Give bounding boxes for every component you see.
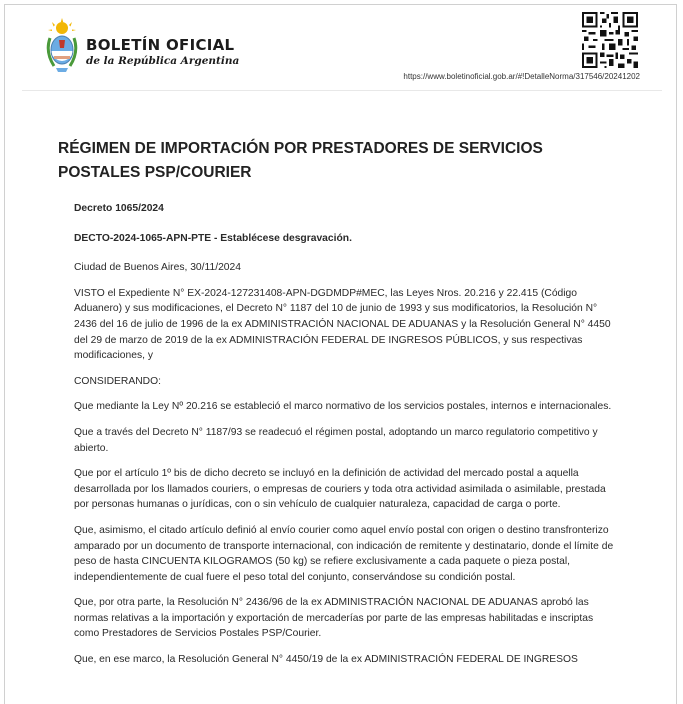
logo[interactable] [44,18,240,78]
document-body [74,201,620,668]
coat-of-arms-icon [44,18,80,74]
page-title: RÉGIMEN DE IMPORTACIÓN POR PRESTADORES DE SERVICIOS POSTALES PSP/COURIER [58,140,543,181]
paragraph: Que por el artículo 1º bis de dicho decreto se incluyó en la definición de actividad del mercado postal a aquella desarrollada por los llamados couriers, o empresas de couriers y toda otra actividad asimilada o asimilable, prestada por personas humanas o jurídicas, con o sin vehículo de cualquier naturaleza, capacidad de carga o porte. [74,468,606,511]
decree-number: Decreto 1065/2024 [74,203,164,214]
brand-title: BOLETÍN OFICIAL [86,36,235,54]
paragraph-visto: VISTO el Expediente N° EX-2024-127231408-APN-DGDMDP#MEC, las Leyes Nros. 20.216 y 22.415 (Código Aduanero) y sus modificaciones, el Decreto N° 1187 del 10 de junio de 1993 y sus modificatorios, la Resolución N° 2436 del 16 de julio de 1996 de la ex ADMINISTRACIÓN NACIONAL DE ADUANAS y la Resolución General N° 4450 del 29 de marzo de 2019 de la ex ADMINISTRACIÓN FEDERAL DE INGRESOS PÚBLICOS, y sus respectivas modificaciones, y [74,287,611,362]
paragraph: Que a través del Decreto N° 1187/93 se readecuó el régimen postal, adoptando un marco regulatorio competitivo y abierto. [74,426,598,454]
document-url[interactable]: https://www.boletinoficial.gob.ar/#!DetalleNorma/317546/20241202 [403,72,640,81]
paragraph: Que, asimismo, el citado artículo definió al envío courier como aquel envío postal con origen o destino transfronterizo amparado por un documento de transporte internacional, con indicación de remitente y destinatario, donde el límite de peso de hasta CINCUENTA KILOGRAMOS (50 kg) se refiere exclusivamente a cada paquete o pieza postal, independientemente de cual fuere el peso total del conjunto, conservándose su condición postal. [74,524,614,583]
place-date: Ciudad de Buenos Aires, 30/11/2024 [74,262,241,274]
header-divider [22,90,662,91]
paragraph: Que mediante la Ley Nº 20.216 se estableció el marco normativo de los servicios postales, internos e internacionales. [74,401,612,413]
paragraph: Que, en ese marco, la Resolución General N° 4450/19 de la ex ADMINISTRACIÓN FEDERAL DE INGRESOS [74,654,578,666]
brand-subtitle: de la República Argentina [86,55,240,67]
paragraph-considerando: CONSIDERANDO: [74,375,161,387]
header [0,0,683,100]
paragraph: Que, por otra parte, la Resolución N° 2436/96 de la ex ADMINISTRACIÓN NACIONAL DE ADUANAS aprobó las normas relativas a la importación y exportación de mercaderías por parte de las empresas habilitadas e inscriptas como Prestadores de Servicios Postales PSP/Courier. [74,597,594,640]
decree-code: DECTO-2024-1065-APN-PTE - Establécese desgravación. [74,232,352,244]
qr-code-icon [582,12,638,68]
